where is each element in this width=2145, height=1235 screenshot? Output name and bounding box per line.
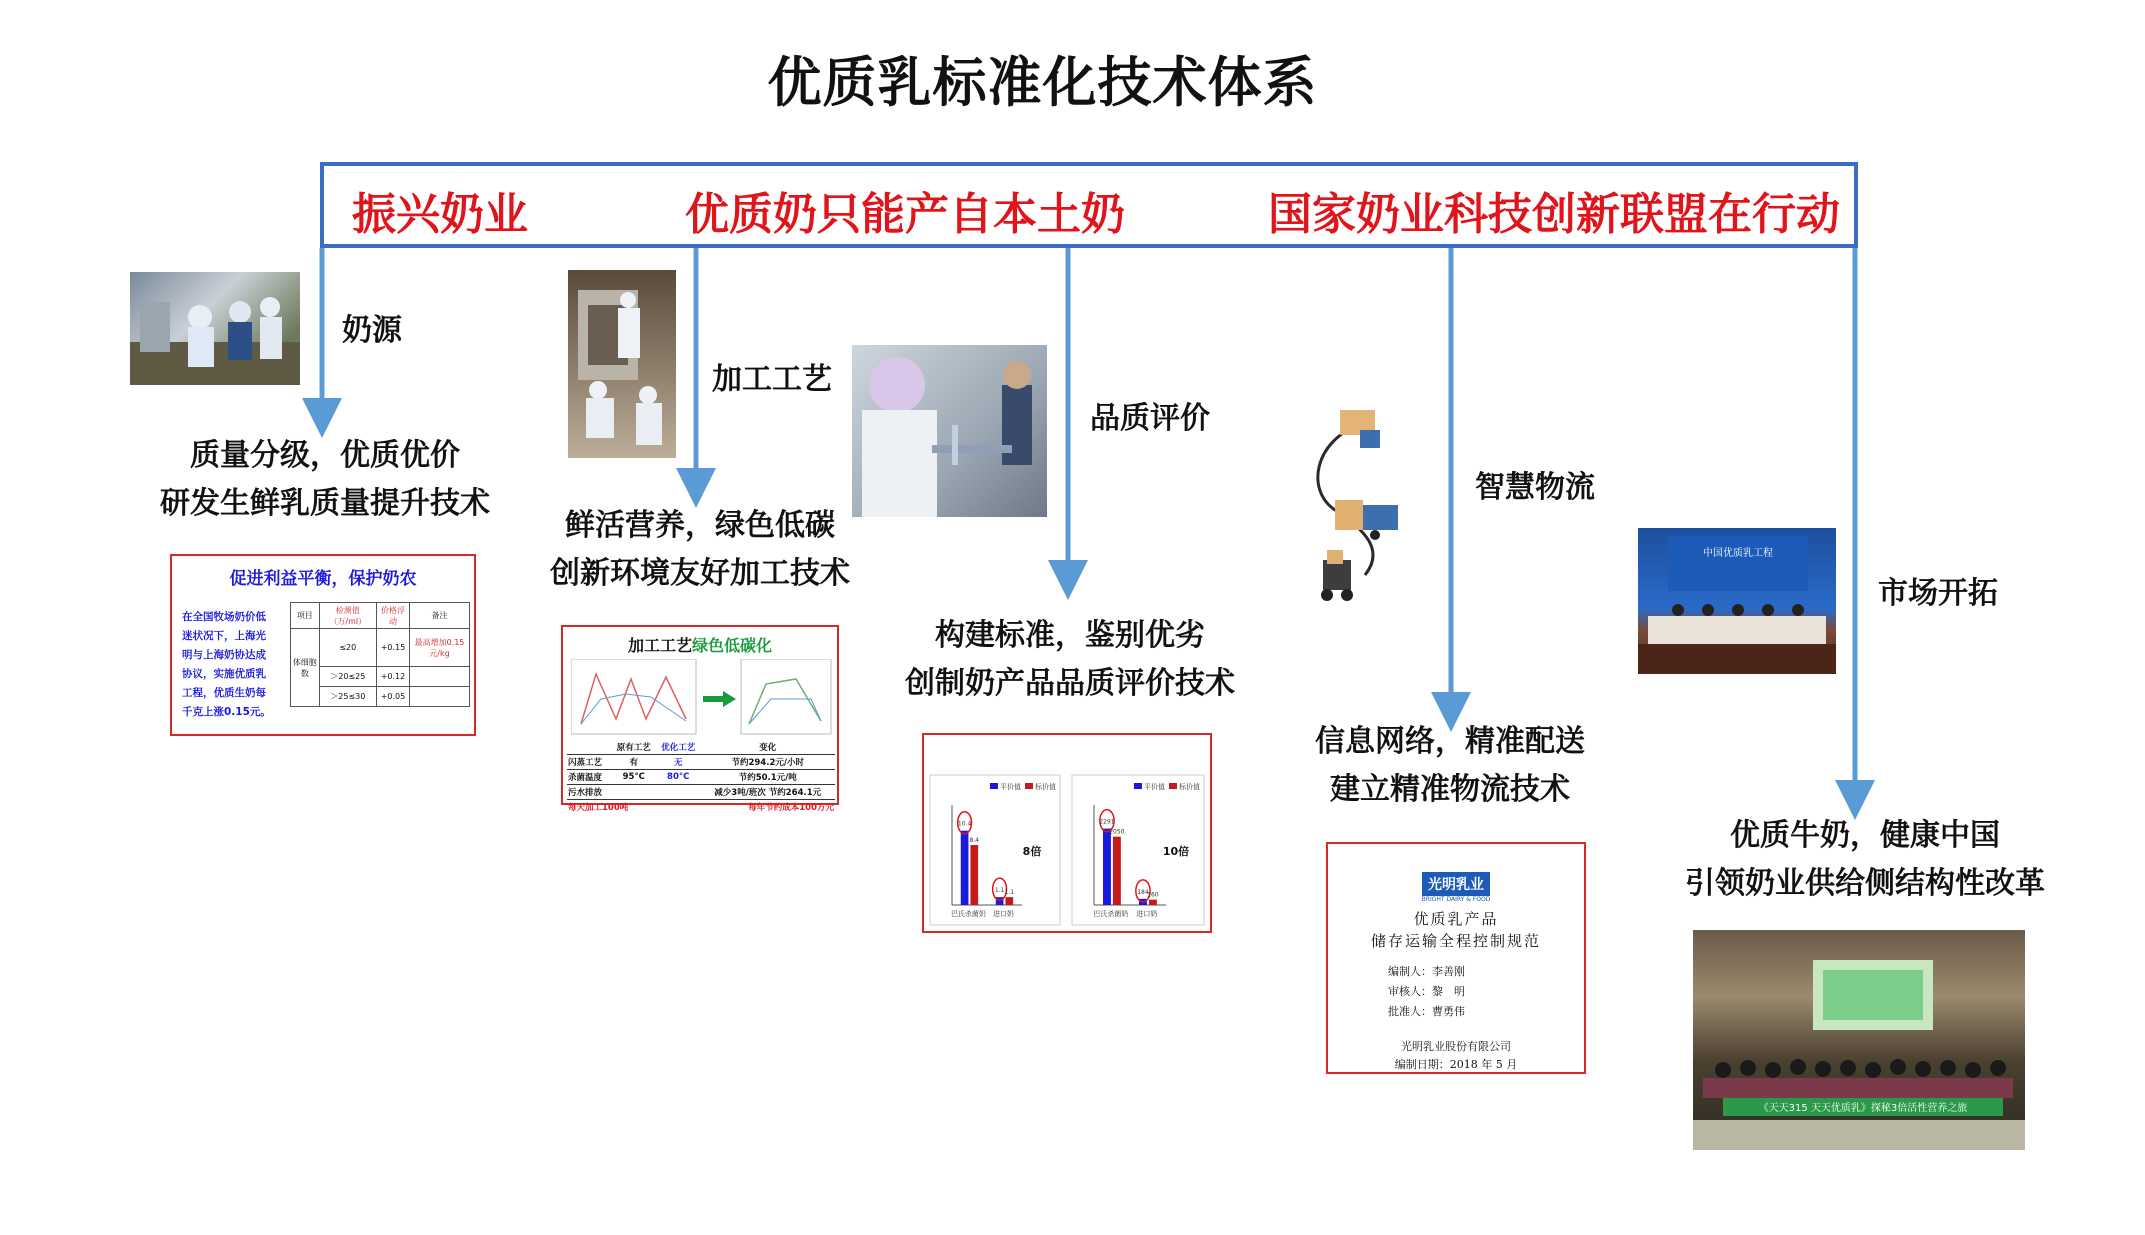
card1-title: 促进利益平衡，保护奶农 [229,569,417,589]
processing-photo [568,270,676,458]
tech-line-2: 建立精准物流技术 [1330,772,1570,807]
data-label-blue: 10.4 [957,820,972,828]
tech-line-2: 创新环境友好加工技术 [550,556,850,591]
stage-label-processing: 加工工艺 [712,362,832,397]
tech-line-2: 创制奶产品品质评价技术 [905,666,1235,701]
bar-red [970,845,978,905]
legend-swatch-a [1134,783,1142,789]
category-label: 进口奶 [1136,910,1158,918]
stage-tech-logistics [1280,718,1620,814]
bar-red [1005,897,1013,905]
bar-blue [996,897,1004,905]
stage-tech-processing [530,502,870,598]
legend-label-a: 平价值 [1144,783,1165,791]
farm-photo [130,272,300,385]
card-processing-lowcarbon [561,625,839,813]
category-label: 巴氏杀菌奶 [1093,910,1129,918]
tech-line-2: 研发生鲜乳质量提升技术 [160,486,490,521]
bar-red [1149,900,1157,905]
multiplier-label: 8倍 [1022,845,1042,858]
card-logistics-spec [1326,842,1586,1074]
tech-line-2: 引领奶业供给侧结构性改革 [1685,866,2045,901]
banner-right: 国家奶业科技创新联盟在行动 [1268,189,1840,240]
legend-label-b: 标价值 [1035,783,1056,791]
legend-swatch-b [1169,783,1177,789]
conference-photo [1638,528,1836,674]
stage-tech-source [155,432,495,528]
data-label-blue: 1.1 [994,887,1005,895]
legend-label-b: 标价值 [1179,783,1200,791]
spec-title-2: 储存运输全程控制规范 [1370,932,1541,950]
stage-label-market: 市场开拓 [1878,576,1998,611]
category-label: 巴氏杀菌奶 [950,910,986,918]
tech-line-1: 优质牛奶，健康中国 [1730,818,2000,853]
card1-table: 项目 检测值（万/ml） 价格浮动 备注 体细胞数 ≤20 +0.15 最高增加0.15元/kg ＞20≤25 +0.12 ＞25≤30 +0.05 [290,602,470,707]
bar-blue [1103,829,1111,905]
legend-swatch-b [1025,783,1033,789]
spec-logo [1328,872,1584,903]
data-label-red: 8.4 [969,837,980,844]
tech-line-1: 信息网络，精准配送 [1315,724,1585,759]
tech-line-1: 质量分级，优质优价 [190,438,460,473]
category-label: 进口奶 [992,910,1014,918]
data-label-blue: 2291 [1099,818,1115,826]
page-title: 优质乳标准化技术体系 [767,51,1318,114]
stage-label-source: 奶源 [342,313,402,348]
tech-line-1: 构建标准，鉴别优劣 [935,618,1205,653]
data-label-blue: 184 [1137,888,1149,896]
multiplier-label: 10倍 [1162,845,1190,858]
bar-red [1113,837,1121,905]
card2-table: 原有工艺 优化工艺 变化 闪蒸工艺 有 无 节约294.2元/小时 杀菌温度 95°C 80°C 节约50.1元/吨 污水排放 减少3吨/班次 节约264.1元 每天加工100吨 每年节约成本100万元 [568,743,834,813]
tech-line-1: 鲜活营养，绿色低碳 [565,508,835,543]
banner-center: 优质奶只能产自本土奶 [685,189,1125,240]
stage-label-quality: 品质评价 [1090,401,1210,436]
chart-right [1072,775,1204,925]
spec-company: 光明乳业股份有限公司 [1401,1040,1511,1053]
conference-banner-text: 中国优质乳工程 [1703,548,1773,559]
lab-photo [852,345,1047,517]
legend-swatch-a [990,783,998,789]
card2-curves [571,659,833,737]
chart-left [930,775,1060,925]
spec-date: 编制日期：2018 年 5 月 [1394,1058,1518,1071]
bar-blue [961,831,969,905]
event-photo [1693,930,2025,1150]
spec-title-1: 优质乳产品 [1413,910,1499,928]
stage-tech-quality [900,612,1240,708]
stage-tech-market [1665,812,2065,908]
spec-logo-text: 光明乳业 [1422,872,1490,896]
stage-label-logistics: 智慧物流 [1475,470,1595,505]
spec-people: 编制人：李善刚 审核人：黎 明 批准人：曹勇伟 [1388,965,1465,1018]
card1-text: 在全国牧场奶价低 迷状况下，上海光 明与上海奶协达成 协议，实施优质乳 工程，优质生奶每 千克上涨0.15元。 [182,611,271,718]
card-farmer-protection [170,554,476,736]
card-quality-charts [922,733,1212,933]
quality-charts-svg [924,735,1210,931]
data-label-red: 1.1 [1004,889,1015,897]
legend-label-a: 平价值 [1000,783,1021,791]
card2-title: 加工工艺绿色低碳化 [627,636,773,655]
data-label-red: 160 [1147,891,1159,899]
event-banner-text: 《天天315 天天优质乳》探秘3倍活性营养之旅 [1758,1103,1968,1114]
banner-left: 振兴奶业 [352,189,528,240]
data-label-red: 2050 [1109,828,1125,836]
spec-logo-sub: BRIGHT DAIRY & FOOD [1421,896,1491,903]
logistics-illustration [1305,400,1405,610]
